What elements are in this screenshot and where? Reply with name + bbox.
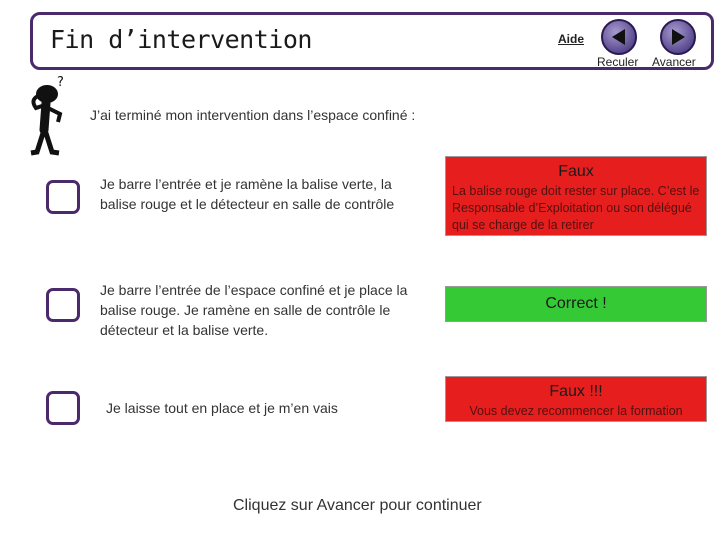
answer-2-checkbox[interactable]	[46, 288, 80, 322]
continue-instruction: Cliquez sur Avancer pour continuer	[233, 497, 482, 514]
forward-label[interactable]: Avancer	[652, 55, 696, 69]
answer-3-feedback-title: Faux !!!	[549, 383, 603, 400]
answer-2-feedback	[445, 286, 707, 322]
answer-2-feedback-title: Correct !	[545, 295, 607, 312]
answer-1-checkbox[interactable]	[46, 180, 80, 214]
arrow-right-icon	[669, 28, 687, 46]
back-button[interactable]	[601, 19, 637, 55]
answer-1-feedback-body: La balise rouge doit rester sur place. C’est le Responsable d’Exploitation ou son délégué qui se charge de la retirer	[452, 184, 700, 232]
help-link[interactable]: Aide	[558, 32, 585, 46]
answer-3-feedback	[445, 376, 707, 422]
page-title: Fin d’intervention	[50, 25, 312, 54]
question-text: J’ai terminé mon intervention dans l’espace confiné :	[90, 107, 416, 123]
answer-3-feedback-body: Vous devez recommencer la formation	[469, 404, 683, 418]
header-frame	[30, 12, 714, 70]
answer-3-checkbox[interactable]	[46, 391, 80, 425]
answer-1-feedback-title: Faux	[558, 163, 594, 180]
thinking-figure-icon	[28, 72, 80, 156]
answer-1-feedback	[445, 156, 707, 236]
answer-1-text[interactable]: Je barre l’entrée et je ramène la balise verte, la balise rouge et le détecteur en salle de contrôle	[100, 176, 395, 212]
forward-button[interactable]	[660, 19, 696, 55]
answer-2-text[interactable]: Je barre l’entrée de l’espace confiné et je place la balise rouge. Je ramène en salle de contrôle le détecteur et la balise verte.	[100, 282, 408, 338]
back-label[interactable]: Reculer	[597, 55, 639, 69]
answer-3-text[interactable]: Je laisse tout en place et je m’en vais	[106, 400, 338, 416]
svg-text:?: ?	[57, 75, 64, 90]
arrow-left-icon	[610, 28, 628, 46]
